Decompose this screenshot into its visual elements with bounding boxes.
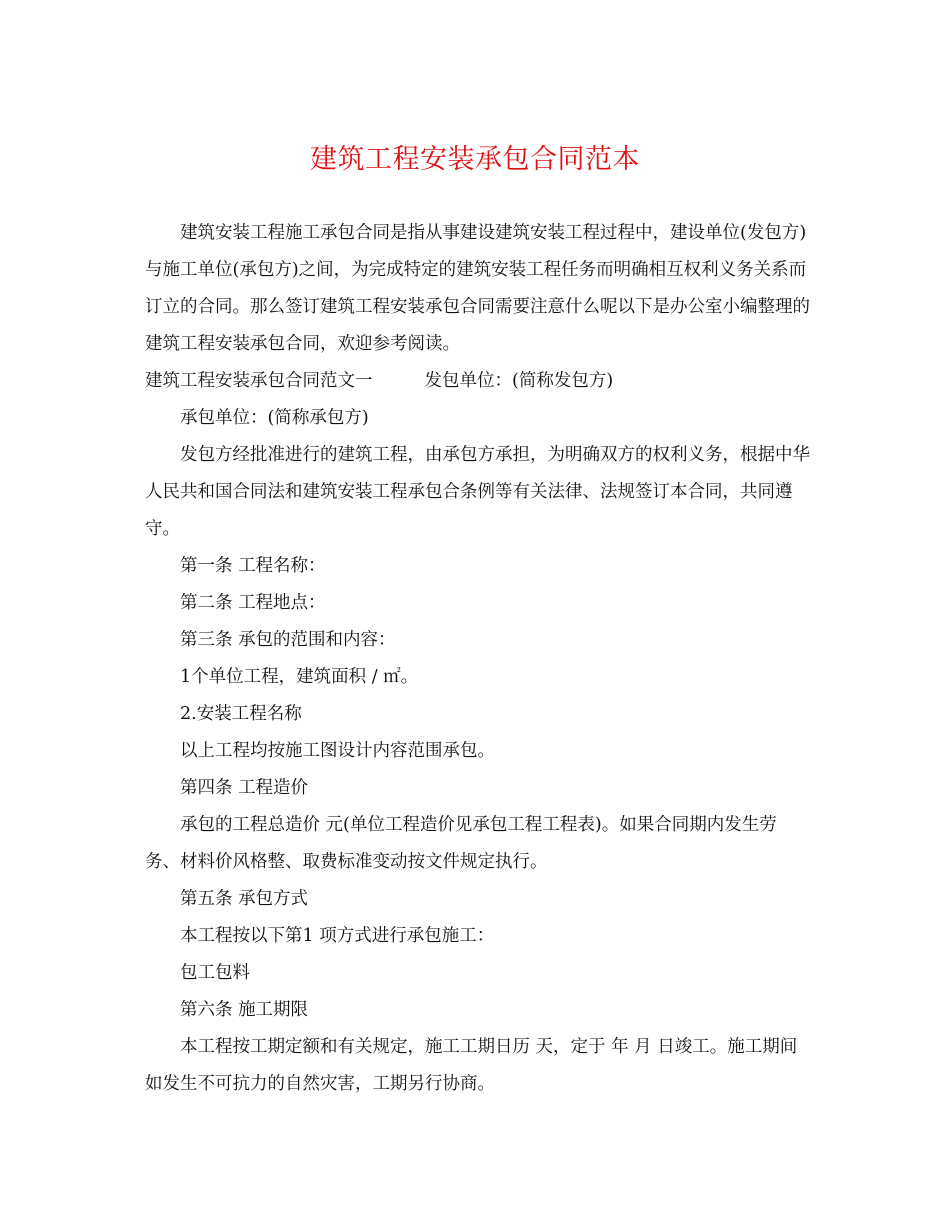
article-3-item-2: 2.安装工程名称 <box>180 704 302 724</box>
article-2: 第二条 工程地点： <box>180 593 326 613</box>
article-6: 第六条 施工期限 <box>180 1000 309 1020</box>
article-4-text: 承包的工程总造价 元(单位工程造价见承包工程工程表)。如果合同期内发生劳务、材料价风格整、取费标准变动按文件规定执行。 <box>145 815 777 872</box>
article-3: 第三条 承包的范围和内容： <box>180 630 396 650</box>
article-4: 第四条 工程造价 <box>180 778 309 798</box>
document-title: 建筑工程安装承包合同范本 <box>310 144 640 175</box>
sample-heading: 建筑工程安装承包合同范文一 <box>145 371 373 391</box>
article-5: 第五条 承包方式 <box>180 889 309 909</box>
article-5-option: 包工包料 <box>180 963 250 983</box>
party-a: 发包单位：(简称发包方) <box>424 371 614 391</box>
document-body <box>145 215 810 1103</box>
article-3-note: 以上工程均按施工图设计内容范围承包。 <box>180 741 495 761</box>
article-6-text: 本工程按工期定额和有关规定，施工工期日历 天，定于 年 月 日竣工。施工期间如发生不可抗力的自然灾害，工期另行协商。 <box>145 1037 798 1094</box>
party-b: 承包单位：(简称承包方) <box>180 408 369 428</box>
article-5-text: 本工程按以下第1 项方式进行承包施工： <box>180 926 495 946</box>
intro-paragraph: 建筑安装工程施工承包合同是指从事建设建筑安装工程过程中，建设单位(发包方)与施工单位(承包方)之间，为完成特定的建筑安装工程任务而明确相互权利义务关系而订立的合同。那么签订建筑工程安装承包合同需要注意什么呢以下是办公室小编整理的建筑工程安装承包合同，欢迎参考阅读。 <box>145 223 810 354</box>
article-3-item-1: 1个单位工程，建筑面积 / ㎡。 <box>180 667 419 687</box>
sample-heading-line <box>145 363 810 400</box>
preamble-paragraph: 发包方经批准进行的建筑工程，由承包方承担，为明确双方的权利义务，根据中华人民共和国合同法和建筑安装工程承包合条例等有关法律、法规签订本合同，共同遵守。 <box>145 445 810 539</box>
article-1: 第一条 工程名称： <box>180 556 326 576</box>
